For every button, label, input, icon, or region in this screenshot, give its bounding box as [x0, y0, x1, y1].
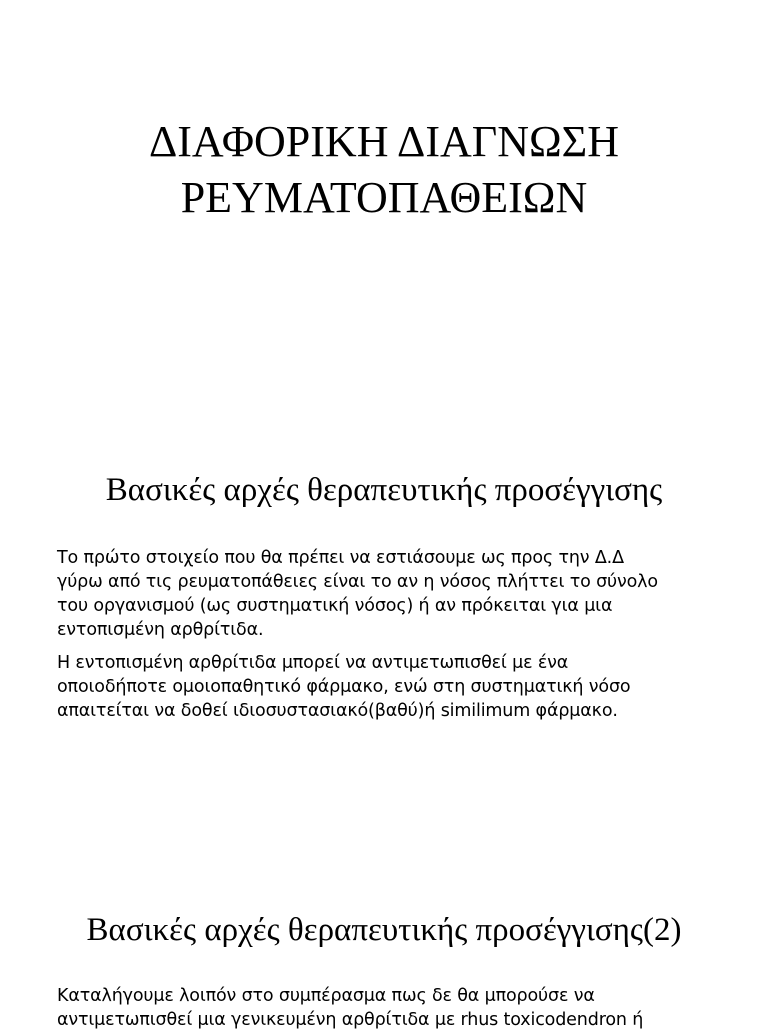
section-1-paragraph-2: Η εντοπισμένη αρθρίτιδα μπορεί να αντιμετωπισθεί με ένα οποιοδήποτε ομοιοπαθητικό φάρμακο, ενώ στη συστηματική νόσο απαιτείται να δοθεί ιδιοσυστασιακό(βαθύ)ή similimum φάρμακο.: [57, 653, 631, 721]
main-title: [0, 114, 768, 226]
main-title-line-2: ΡΕΥΜΑΤΟΠΑΘΕΙΩΝ: [180, 173, 588, 222]
section-2-paragraph-1: Καταλήγουμε λοιπόν στο συμπέρασμα πως δε θα μπορούσε να αντιμετωπισθεί μια γενικευμένη αρθρίτιδα με rhus toxicodendron ή: [57, 986, 644, 1030]
section-2-title: Βασικές αρχές θεραπευτικής προσέγγισης(2): [86, 912, 682, 948]
main-title-line-1: ΔΙΑΦΟΡΙΚΗ ΔΙΑΓΝΩΣΗ: [148, 117, 620, 166]
section-1-title: Βασικές αρχές θεραπευτικής προσέγγισης: [105, 472, 663, 508]
section-1-paragraph-1: Το πρώτο στοιχείο που θα πρέπει να εστιάσουμε ως προς την Δ.Δ γύρω από τις ρευματοπάθειες είναι το αν η νόσος πλήττει το σύνολο του οργανισμού (ως συστηματική νόσος) ή αν πρόκειται για μια εντοπισμένη αρθρίτιδα.: [57, 548, 658, 640]
